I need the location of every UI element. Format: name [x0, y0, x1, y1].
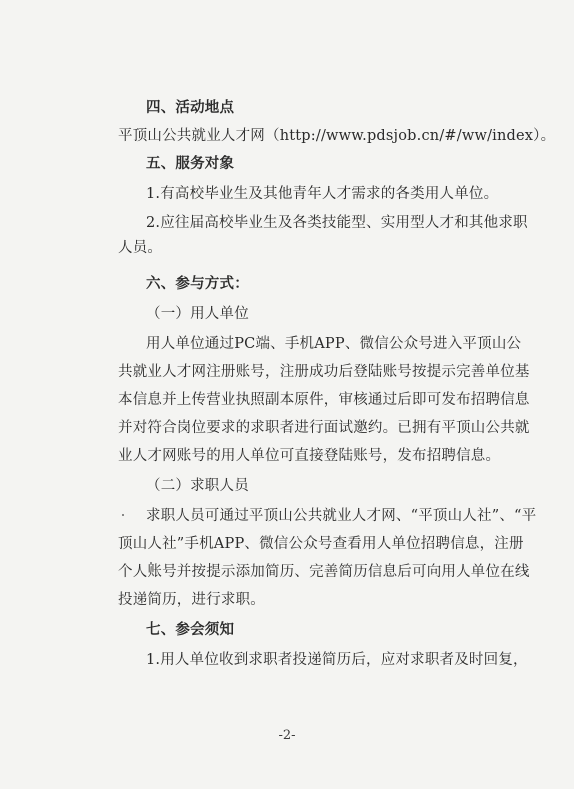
- section-6-sub-2-line: 求职人员可通过平顶山公共就业人才网、“平顶山人社”、“平: [146, 508, 537, 524]
- section-6-sub-1-line: 业人才网账号的用人单位可直接登陆账号，发布招聘信息。: [118, 448, 501, 464]
- section-6-sub-1-line: 用人单位通过PC端、手机APP、微信公众号进入平顶山公: [146, 336, 522, 352]
- section-4-body: 平顶山公共就业人才网（http://www.pdsjob.cn/#/ww/index）。: [118, 128, 556, 144]
- section-6-sub-1-heading: （一）用人单位: [146, 306, 249, 322]
- section-7-heading: 七、参会须知: [146, 622, 235, 638]
- section-5-heading: 五、服务对象: [146, 156, 235, 172]
- section-4-heading: 四、活动地点: [146, 100, 235, 116]
- section-6-sub-1-line: 共就业人才网注册账号，注册成功后登陆账号按提示完善单位基: [118, 364, 530, 380]
- section-6-sub-1-line: 本信息并上传营业执照副本原件，审核通过后即可发布招聘信息: [118, 392, 530, 408]
- page-number: -2-: [278, 728, 296, 743]
- section-6-sub-1-line: 并对符合岗位要求的求职者进行面试邀约。已拥有平顶山公共就: [118, 420, 530, 436]
- section-6-sub-2-line: 个人账号并按提示添加简历、完善简历信息后可向用人单位在线: [118, 564, 530, 580]
- section-6-heading: 六、参与方式：: [146, 276, 249, 292]
- scan-speck: [122, 514, 124, 516]
- section-5-item-2-line-2: 人员。: [118, 240, 163, 256]
- section-6-sub-2-line: 顶山人社”手机APP、微信公众号查看用人单位招聘信息，注册: [118, 536, 524, 552]
- section-7-item-1: 1.用人单位收到求职者投递简历后，应对求职者及时回复，: [146, 652, 528, 668]
- section-6-sub-2-heading: （二）求职人员: [146, 478, 249, 494]
- section-5-item-1: 1.有高校毕业生及其他青年人才需求的各类用人单位。: [146, 186, 499, 202]
- section-5-item-2-line-1: 2.应往届高校毕业生及各类技能型、实用型人才和其他求职: [146, 215, 528, 231]
- section-6-sub-2-line: 投递简历，进行求职。: [118, 592, 265, 608]
- scan-speck: [150, 562, 152, 564]
